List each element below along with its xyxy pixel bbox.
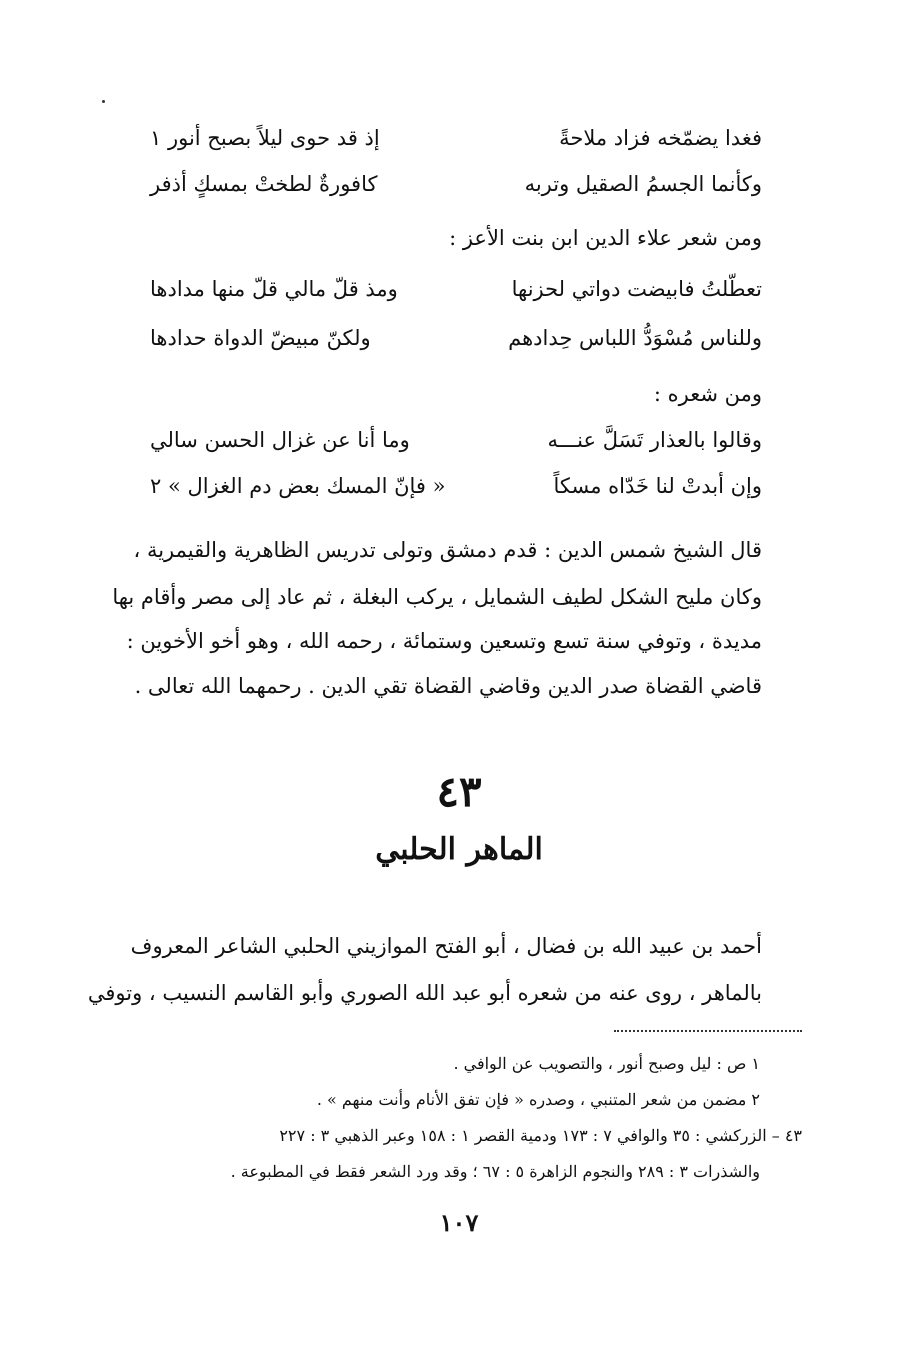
page-number: ١٠٧: [439, 1208, 479, 1237]
bio-paragraph-line-3: مديدة ، وتوفي سنة تسع وتسعين وستمائة ، رحمه الله ، وهو أخو الأخوين :: [126, 629, 762, 653]
bio-paragraph-line-1: قال الشيخ شمس الدين : قدم دمشق وتولى تدريس الظاهرية والقيمرية ،: [133, 538, 762, 562]
verse-first-hemistich: وكأنما الجسمُ الصقيل وتربه: [524, 172, 762, 196]
page-speck: [102, 100, 105, 103]
entry-text-line-2: بالماهر ، روى عنه من شعره أبو عبد الله الصوري وأبو القاسم النسيب ، وتوفي: [87, 981, 762, 1005]
verse-second-hemistich: كافورةٌ لطختْ بمسكٍ أذفر: [150, 172, 378, 196]
footnote-2: ٢ مضمن من شعر المتنبي ، وصدره « فإن تفق الأنام وأنت منهم » .: [316, 1090, 760, 1109]
poem2-verse-1: [150, 273, 762, 305]
footnote-4: والشذرات ٣ : ٢٨٩ والنجوم الزاهرة ٥ : ٦٧ ؛ وقد ورد الشعر فقط في المطبوعة .: [230, 1162, 760, 1181]
verse-first-hemistich: فغدا يضمّخه فزاد ملاحةً: [559, 126, 762, 150]
footnote-1: ١ ص : ليل وصبح أنور ، والتصويب عن الوافي .: [453, 1054, 760, 1073]
footnote-3: ٤٣ – الزركشي : ٣٥ والوافي ٧ : ١٧٣ ودمية القصر ١ : ١٥٨ وعبر الذهبي ٣ : ٢٢٧: [279, 1126, 802, 1145]
entry-number: ٤٣: [436, 767, 482, 816]
bio-paragraph-line-2: وكان مليح الشكل لطيف الشمايل ، يركب البغلة ، ثم عاد إلى مصر وأقام بها: [112, 585, 762, 609]
verse-first-hemistich: تعطّلتُ فابيضت دواتي لحزنها: [511, 277, 762, 301]
poem3-verse-1: [150, 424, 762, 456]
poem2-verse-2: [150, 322, 762, 354]
verse-second-hemistich: ولكنّ مبيضّ الدواة حدادها: [150, 326, 371, 350]
poem1-verse-2: [150, 168, 762, 200]
verse-second-hemistich: ومذ قلّ مالي قلّ منها مدادها: [150, 277, 398, 301]
entry-text-line-1: أحمد بن عبيد الله بن فضال ، أبو الفتح الموازيني الحلبي الشاعر المعروف: [130, 934, 762, 958]
poet-intro-1: ومن شعر علاء الدين ابن بنت الأعز :: [449, 226, 762, 250]
footnote-divider: [614, 1030, 802, 1032]
bio-paragraph-line-4: قاضي القضاة صدر الدين وقاضي القضاة تقي الدين . رحمهما الله تعالى .: [134, 674, 762, 698]
poem3-verse-2: [150, 470, 762, 502]
poem1-verse-1: [150, 122, 762, 154]
verse-first-hemistich: وإن أبدتْ لنا خَدّاه مسكاً: [553, 474, 762, 498]
verse-first-hemistich: وللناس مُسْوَدُّ اللباس حِدادهم: [508, 326, 762, 350]
poet-intro-2: ومن شعره :: [653, 382, 762, 406]
verse-second-hemistich: وما أنا عن غزال الحسن سالي: [150, 428, 410, 452]
entry-title: الماهر الحلبي: [375, 832, 543, 867]
verse-second-hemistich: إذ قد حوى ليلاً بصبح أنور ١: [150, 126, 380, 150]
verse-second-hemistich: « فإنّ المسك بعض دم الغزال » ٢: [150, 474, 446, 498]
verse-first-hemistich: وقالوا بالعذار تَسَلَّ عنـــه: [547, 428, 762, 452]
